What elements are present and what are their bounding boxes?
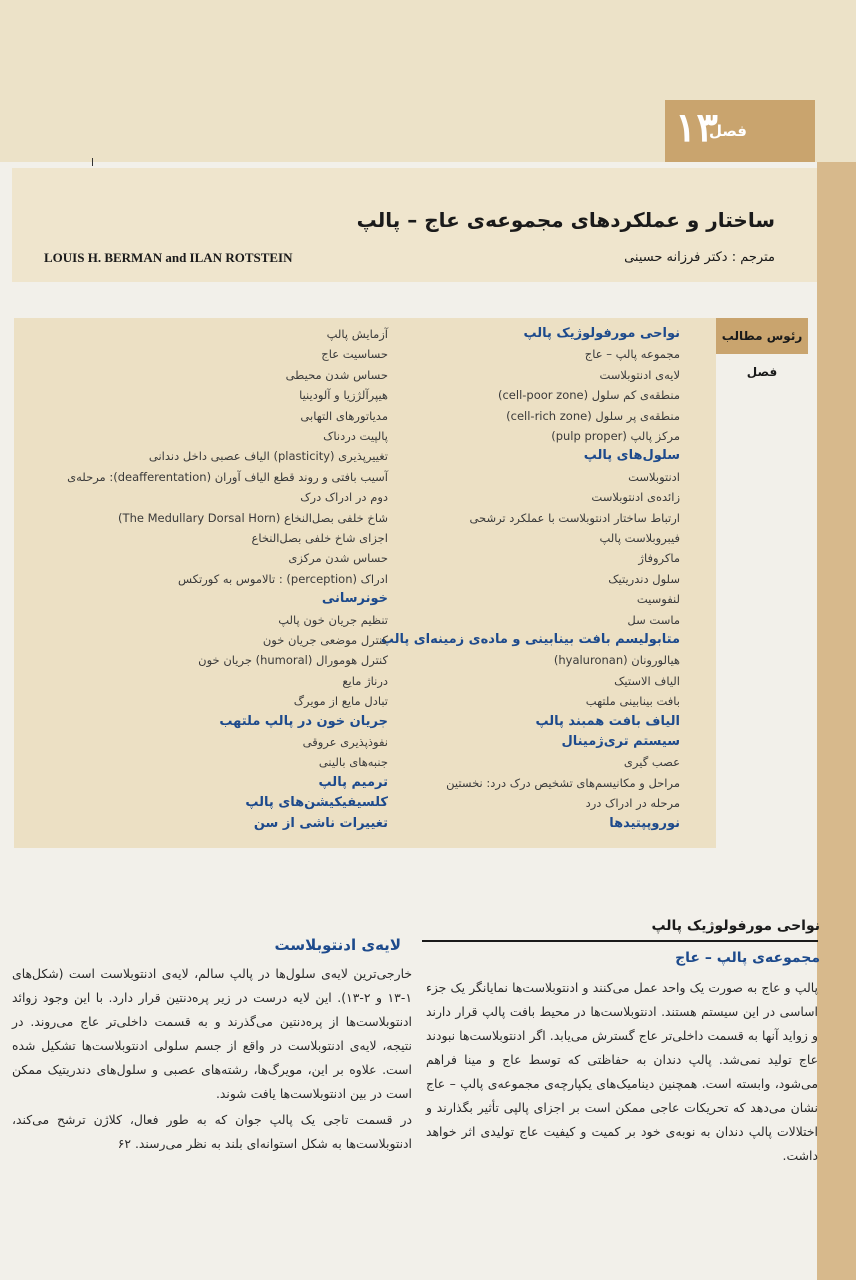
outline-heading: جریان خون در پالپ ملتهب: [219, 713, 388, 729]
paragraph-odontoblast-1: خارجی‌ترین لایه‌ی سلول‌ها در پالپ سالم، لایه‌ی ادنتوبلاست است (شکل‌های ۱-۱۳ و ۲-۱۳). این لایه درست در زیر پره‌دنتین قرار دارد. با این وجود زوائد ادنتوبلاست‌ها از پره‌دنتین می‌گذرند و به قسمت داخلی‌تر عاج می‌روند. در نتیجه، لایه‌ی ادنتوبلاست در واقع از جسم سلولی ادنتوبلاست‌ها تشکیل شده است. علاوه بر این، مویرگ‌ها، رشته‌های عصبی و سلول‌های دندریتیک ممکن است در بین ادنتوبلاست‌ها یافت شوند.: [12, 966, 412, 1101]
outline-item: آسیب بافتی و روند قطع الیاف آوران (deafferentation): مرحله‌ی: [67, 469, 388, 484]
outline-item: کنترل موضعی جریان خون: [262, 633, 388, 647]
crop-mark: [92, 158, 93, 166]
outline-item: کنترل هومورال (humoral) جریان خون: [198, 653, 388, 668]
translator-credit: مترجم : دکتر فرزانه حسینی: [624, 250, 775, 265]
outline-item: منطقه‌ی کم سلول (cell-poor zone): [497, 388, 680, 403]
heading-rule: [422, 940, 818, 942]
outline-item: سلول دندریتیک: [608, 571, 680, 586]
outline-item: تنظیم جریان خون پالپ: [278, 612, 388, 627]
outline-heading: متابولیسم بافت بینابینی و ماده‌ی زمینه‌ای پالپ: [380, 632, 680, 647]
outline-item: زائده‌ی ادنتوبلاست: [591, 490, 680, 505]
outline-item: فیبروبلاست پالپ: [599, 531, 680, 545]
outline-item: حساس شدن مرکزی: [288, 551, 388, 566]
outline-item: دوم در ادراک درک: [300, 490, 388, 505]
outline-item: مجموعه پالپ – عاج: [584, 347, 680, 362]
outline-item: منطقه‌ی پر سلول (cell-rich zone): [506, 408, 680, 423]
outline-item: مدیاتورهای التهابی: [300, 408, 388, 423]
subheading-odontoblast-layer: لایه‌ی ادنتوبلاست: [274, 936, 401, 954]
outline-item: ماست سل: [627, 612, 680, 627]
outline-label: رئوس مطالب فصل: [716, 318, 808, 354]
outline-item: بافت بینابینی ملتهب: [585, 694, 680, 709]
outline-item: ادنتوبلاست: [628, 469, 680, 484]
chapter-number: ١٣: [675, 104, 718, 151]
section-heading-morphology: نواحی مورفولوژیک پالپ: [651, 918, 820, 934]
outline-heading: ترمیم پالپ: [318, 774, 388, 790]
authors: LOUIS H. BERMAN and ILAN ROTSTEIN: [44, 250, 293, 265]
outline-item: اجزای شاخ خلفی بصل‌النخاع: [251, 531, 388, 545]
outline-heading: سیستم تری‌ژمینال: [561, 734, 680, 749]
outline-item: نفوذپذیری عروقی: [302, 735, 388, 749]
outline-item: الیاف الاستیک: [614, 673, 680, 688]
paragraph-odontoblast-2: در قسمت تاجی یک پالپ جوان که به طور فعال، کلاژن ترشح می‌کند، ادنتوبلاست‌ها به شکل استوانه‌ای بلند به نظر می‌رسند. ۶۲: [12, 1112, 412, 1151]
outline-heading: نواحی مورفولوژیک پالپ: [523, 326, 680, 341]
outline-item: عصب گیری: [623, 755, 680, 770]
subheading-pulp-dentin: مجموعه‌ی پالپ – عاج: [675, 950, 820, 966]
outline-item: حساس شدن محیطی: [285, 367, 388, 382]
outline-item: ارتباط ساختار ادنتوبلاست با عملکرد ترشحی: [469, 510, 680, 525]
outline-heading: سلول‌های پالپ: [583, 448, 680, 464]
outline-item: ادراک (perception) : تالاموس به کورتکس: [177, 571, 388, 586]
outline-item: تبادل مایع از مویرگ: [293, 694, 388, 709]
outline-item: لایه‌ی ادنتوبلاست: [599, 367, 680, 382]
outline-item: جنبه‌های بالینی: [318, 755, 388, 770]
outline-item: لنفوسیت: [636, 592, 680, 607]
paragraph-odontoblast: [12, 962, 412, 1156]
outline-item: هیالورونان (hyaluronan): [553, 653, 680, 668]
outline-heading: خونرسانی: [321, 591, 388, 607]
outline-heading: کلسیفیکیشن‌های پالپ: [245, 795, 388, 811]
chapter-title: ساختار و عملکردهای مجموعه‌ی عاج – پالپ: [356, 208, 775, 232]
chapter-word: فصل: [709, 122, 747, 140]
outline-item: پالپیت دردناک: [323, 429, 388, 443]
outline-item: ماکروفاژ: [638, 551, 680, 566]
paragraph-pulp-dentin: پالپ و عاج به صورت یک واحد عمل می‌کنند و ادنتوبلاست‌ها نمایانگر یک جزء اساسی در این سیستم هستند. ادنتوبلاست‌ها در محیط بافت پالپ قرار دارند و زواید آنها به قسمت داخلی‌تر عاج گسترش می‌یابد. اگر ادنتوبلاست‌ها نبودند عاج تولید نمی‌شد. پالپ دندان به حفاظتی که توسط عاج و مینا فراهم می‌شود، وابسته است. همچنین دینامیک‌های یکپارچه‌ی مجموعه‌ی پالپ – عاج نشان می‌دهد که تحریکات عاجی ممکن است بر اجزای پالپی تأثیر بگذارند و اختلالات پالپ دندان به نوبه‌ی خود بر کمیت و کیفیت عاج تولیدی اثر خواهد داشت.: [426, 980, 818, 1163]
outline-heading: تغییرات ناشی از سن: [253, 815, 388, 831]
outline-item: آزمایش پالپ: [326, 327, 388, 341]
outline-item: تغییرپذیری (plasticity) الیاف عصبی داخل دندانی: [148, 449, 388, 464]
outline-item: حساسیت عاج: [321, 347, 388, 362]
chapter-tab: [665, 100, 815, 162]
outline-item: مرکز پالپ (pulp proper): [551, 429, 680, 443]
outline-heading: نوروپپتیدها: [609, 815, 680, 831]
outline-item: مرحله در ادراک درد: [585, 796, 680, 811]
outline-item: هیپرآلژزیا و آلودینیا: [299, 388, 388, 403]
margin-strip: [817, 162, 856, 1280]
title-box: [12, 168, 817, 282]
outline-heading: الیاف بافت همبند پالپ: [535, 713, 680, 729]
chapter-outline: [14, 318, 716, 848]
outline-item: مراحل و مکانیسم‌های تشخیص درک درد: نخستین: [446, 775, 680, 790]
outline-item: شاخ خلفی بصل‌النخاع (The Medullary Dorsal Horn): [118, 510, 388, 525]
outline-item: درناژ مایع: [342, 673, 388, 688]
